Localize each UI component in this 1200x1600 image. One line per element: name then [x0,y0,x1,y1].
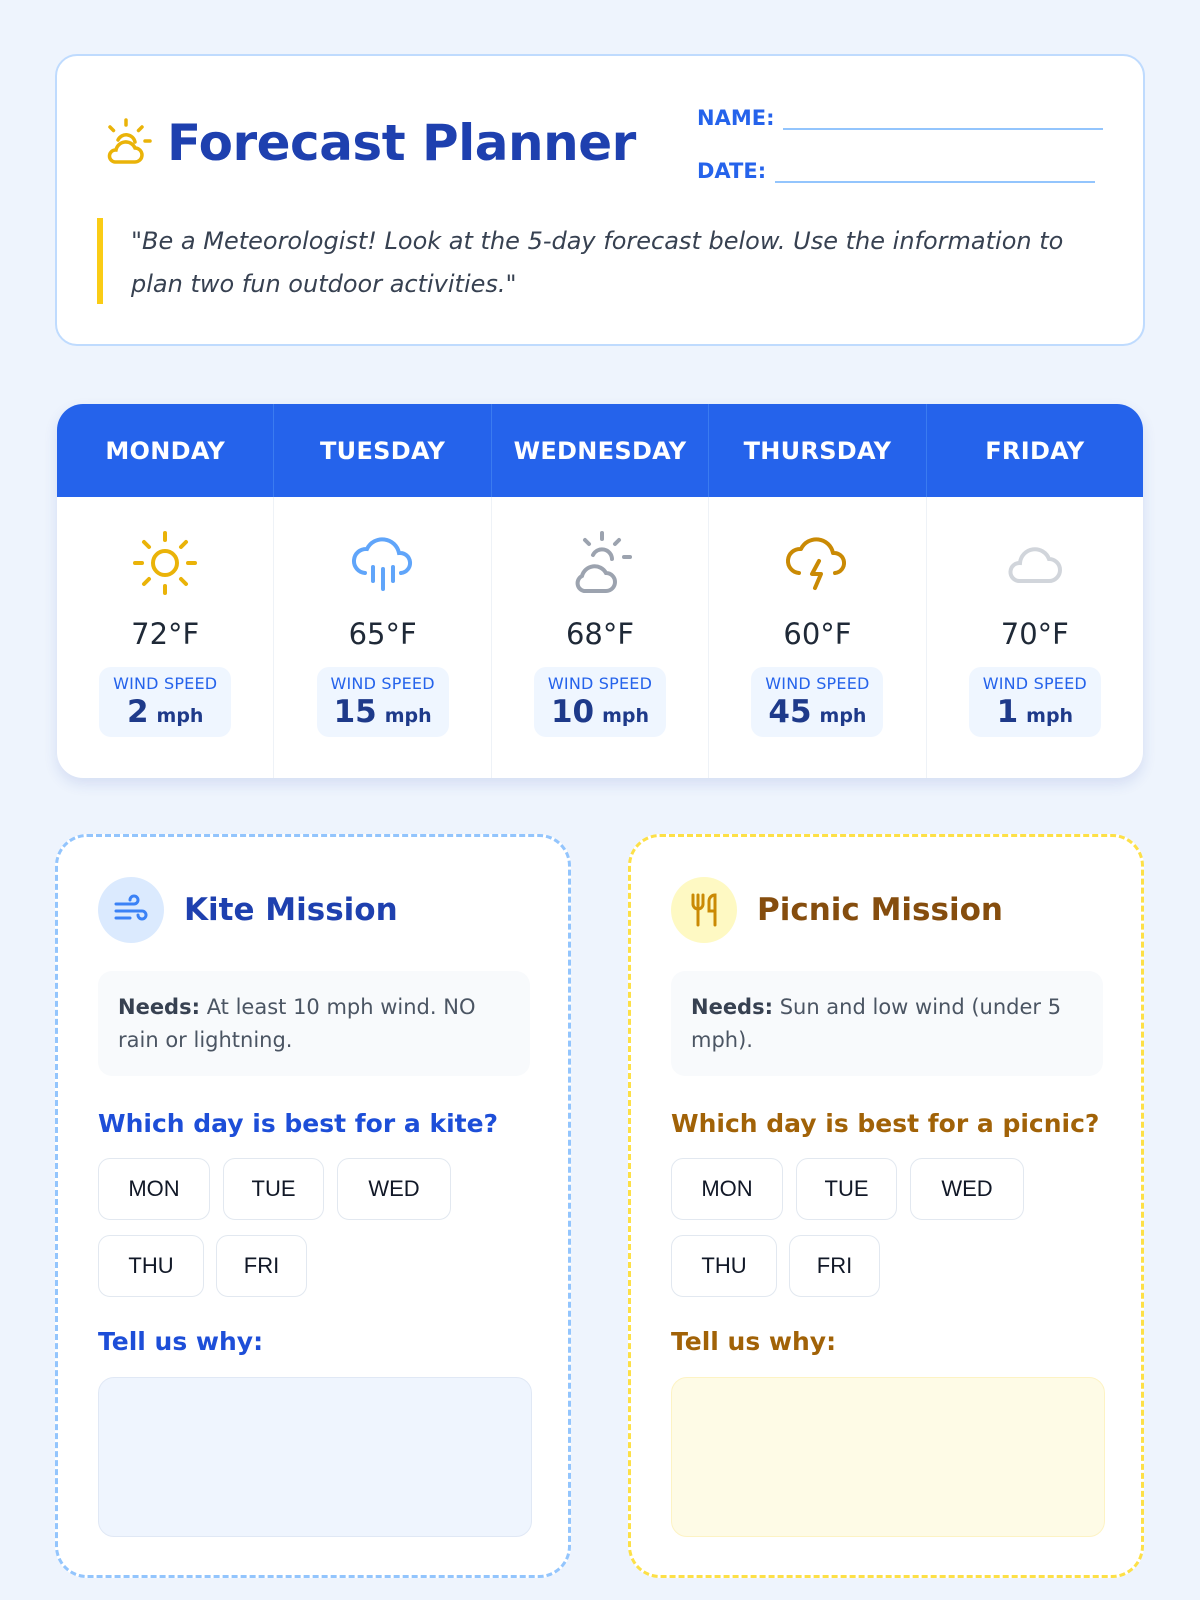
sun-icon [125,523,205,603]
partly-cloudy-icon [560,523,640,603]
wind-speed-unit: mph [156,705,204,727]
wind-speed-unit: mph [602,705,650,727]
needs-text: At least 10 mph wind. NO rain or lightning. [118,995,476,1052]
needs-label: Needs: [118,995,200,1019]
picnic-question: Which day is best for a picnic? [671,1109,1100,1138]
kite-mission-header [98,877,398,943]
date-label: DATE: [697,159,767,183]
day-header-wednesday: WEDNESDAY [492,404,709,497]
picnic-mission-card [628,834,1144,1578]
temperature: 68°F [565,617,635,651]
kite-needs-box [98,971,530,1076]
wind-speed-value [334,694,432,730]
needs-text: Sun and low wind (under 5 mph). [691,995,1062,1052]
kite-why-label: Tell us why: [98,1327,264,1356]
name-line[interactable] [783,102,1103,130]
day-column-tuesday [274,497,491,778]
title-row [99,114,636,172]
needs-label: Needs: [691,995,773,1019]
kite-option-wed[interactable]: WED [337,1158,451,1220]
wind-speed-label: WIND SPEED [330,674,435,693]
temperature: 70°F [1000,617,1069,651]
picnic-option-thu[interactable]: THU [671,1235,777,1297]
wind-speed-badge [534,667,666,737]
header-card [55,54,1145,346]
name-label: NAME: [697,106,775,130]
forecast-table [57,404,1143,778]
wind-icon [98,877,164,943]
day-header-tuesday: TUESDAY [274,404,491,497]
wind-speed-number: 45 [768,694,812,730]
day-header-friday: FRIDAY [985,436,1085,465]
wind-speed-number: 1 [996,694,1019,730]
cloud-icon [995,523,1075,603]
wind-speed-badge [99,667,231,737]
day-column-wednesday [492,497,709,778]
picnic-mission-title: Picnic Mission [757,892,1003,928]
wind-speed-unit: mph [1026,705,1074,727]
wind-speed-unit: mph [819,705,867,727]
picnic-option-fri[interactable]: FRI [789,1235,880,1297]
page-title: Forecast Planner [167,114,636,172]
wind-speed-value [768,694,866,730]
temperature: 60°F [783,617,852,651]
lightning-cloud-icon [777,523,857,603]
name-field-row [697,102,1103,130]
kite-option-tue[interactable]: TUE [223,1158,324,1220]
picnic-option-wed[interactable]: WED [910,1158,1024,1220]
picnic-option-mon[interactable]: MON [671,1158,783,1220]
instructions-quote: "Be a Meteorologist! Look at the 5-day forecast below. Use the information to plan two fun outdoor activities." [97,218,1077,304]
utensils-icon [671,877,737,943]
wind-speed-unit: mph [384,705,432,727]
wind-speed-value [127,694,204,730]
kite-question: Which day is best for a kite? [98,1109,499,1138]
wind-speed-value [551,694,649,730]
forecast-body-row [57,497,1143,778]
day-column-thursday [709,497,926,778]
wind-speed-label: WIND SPEED [113,674,218,693]
kite-option-mon[interactable]: MON [98,1158,210,1220]
temperature: 72°F [131,617,200,651]
day-column-friday [927,497,1143,778]
wind-speed-number: 15 [333,694,377,730]
rain-cloud-icon [343,523,423,603]
wind-speed-label: WIND SPEED [982,674,1087,693]
picnic-why-input[interactable] [671,1377,1105,1537]
kite-why-input[interactable] [98,1377,532,1537]
wind-speed-label: WIND SPEED [765,674,870,693]
picnic-needs-box [671,971,1103,1076]
wind-speed-number: 2 [126,694,149,730]
temperature: 65°F [348,617,417,651]
wind-speed-label: WIND SPEED [547,674,653,693]
wind-speed-badge [317,667,449,737]
kite-option-thu[interactable]: THU [98,1235,204,1297]
date-line[interactable] [775,155,1095,183]
wind-speed-badge [751,667,883,737]
picnic-option-tue[interactable]: TUE [796,1158,897,1220]
day-header-thursday: THURSDAY [709,404,926,497]
day-header-monday: MONDAY [57,404,274,497]
partly-sunny-icon [99,116,153,170]
date-field-row [697,155,1095,183]
kite-mission-title: Kite Mission [184,892,398,928]
wind-speed-badge [969,667,1101,737]
kite-option-fri[interactable]: FRI [216,1235,307,1297]
kite-mission-card [55,834,571,1578]
wind-speed-number: 10 [550,694,595,730]
forecast-header-row [57,404,1143,497]
picnic-mission-header [671,877,1003,943]
picnic-why-label: Tell us why: [671,1327,837,1356]
wind-speed-value [997,694,1074,730]
day-column-monday [57,497,274,778]
